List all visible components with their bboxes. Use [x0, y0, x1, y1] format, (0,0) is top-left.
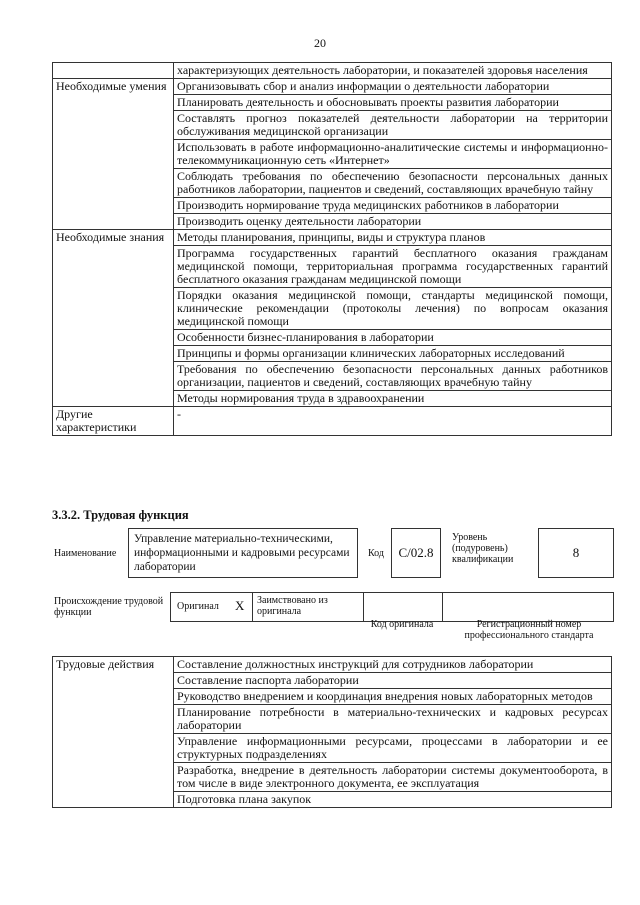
- level-box: [538, 528, 614, 578]
- row-label: Другие характеристики: [53, 407, 174, 436]
- row-item: Составление должностных инструкций для сотрудников лаборатории: [174, 657, 612, 673]
- code-original-cell: [362, 592, 443, 622]
- code-label: Код: [368, 548, 384, 559]
- row-item: Методы нормирования труда в здравоохранении: [174, 391, 612, 407]
- row-item: Порядки оказания медицинской помощи, стандарты медицинской помощи, клинические рекомендации (протоколы лечения) по вопросам оказания медицинской помощи: [174, 288, 612, 330]
- table-row: [53, 63, 612, 79]
- original-mark: X: [235, 598, 245, 613]
- level-value: 8: [572, 545, 580, 560]
- row-label: Необходимые знания: [53, 230, 174, 407]
- borrowed-label: Заимствовано из оригинала: [257, 595, 328, 617]
- table-row: [53, 79, 612, 95]
- row-item: Методы планирования, принципы, виды и структура планов: [174, 230, 612, 246]
- row-item: Принципы и формы организации клинических лабораторных исследований: [174, 346, 612, 362]
- row-item: Организовывать сбор и анализ информации о деятельности лаборатории: [174, 79, 612, 95]
- row-item: Разработка, внедрение в деятельность лаборатории системы документооборота, в том числе в виде электронного документа, ее эксплуатация: [174, 763, 612, 792]
- code-box: [391, 528, 441, 578]
- labor-actions-table: [52, 656, 612, 808]
- borrowed-cell: [252, 592, 364, 622]
- reg-number-label: Регистрационный номер профессионального стандарта: [464, 619, 594, 641]
- name-label: Наименование: [54, 548, 117, 559]
- section-heading: 3.3.2. Трудовая функция: [52, 508, 189, 522]
- function-name-value: Управление материально-техническими, информационными и кадровыми ресурсами лаборатории: [134, 533, 350, 573]
- skills-knowledge-table: [52, 62, 612, 436]
- row-item: Производить нормирование труда медицинских работников в лаборатории: [174, 198, 612, 214]
- row-item: Соблюдать требования по обеспечению безопасности персональных данных работников лаборатории, пациентов и сведений, составляющих врачебную тайну: [174, 169, 612, 198]
- row-item: Составление паспорта лаборатории: [174, 673, 612, 689]
- function-name-box: [128, 528, 358, 578]
- table-row: [53, 657, 612, 673]
- row-item: Составлять прогноз показателей деятельности лаборатории на территории обслуживания медицинской организации: [174, 111, 612, 140]
- row-item: Производить оценку деятельности лаборатории: [174, 214, 612, 230]
- original-cell: [170, 592, 253, 622]
- row-item: Особенности бизнес-планирования в лаборатории: [174, 330, 612, 346]
- level-label: Уровень (подуровень) квалификации: [452, 532, 514, 565]
- row-item: Требования по обеспечению безопасности персональных данных работников организации, пациентов и сведений, составляющих врачебную тайну: [174, 362, 612, 391]
- row-item: Подготовка плана закупок: [174, 792, 612, 808]
- row-item: Программа государственных гарантий бесплатного оказания гражданам медицинской помощи, территориальная программа государственных гарантий бесплатного оказания гражданам медицинской помощи: [174, 246, 612, 288]
- page-number: 20: [314, 36, 326, 50]
- code-value: С/02.8: [398, 545, 434, 560]
- original-label: Оригинал: [177, 601, 219, 612]
- row-label: [53, 63, 174, 79]
- row-label: Необходимые умения: [53, 79, 174, 230]
- row-item: Планировать деятельность и обосновывать проекты развития лаборатории: [174, 95, 612, 111]
- row-item: характеризующих деятельность лаборатории, и показателей здоровья населения: [174, 63, 612, 79]
- reg-number-cell: [442, 592, 614, 622]
- row-item: Использовать в работе информационно-аналитические системы и информационно-телекоммуникационную сеть «Интернет»: [174, 140, 612, 169]
- row-label: Трудовые действия: [53, 657, 174, 808]
- row-item: -: [174, 407, 612, 436]
- row-item: Руководство внедрением и координация внедрения новых лабораторных методов: [174, 689, 612, 705]
- origin-label: Происхождение трудовой функции: [54, 596, 164, 618]
- table-row: [53, 230, 612, 246]
- row-item: Планирование потребности в материально-технических и кадровых ресурсах лаборатории: [174, 705, 612, 734]
- row-item: Управление информационными ресурсами, процессами в лаборатории и ее структурных подразделениях: [174, 734, 612, 763]
- code-original-label: Код оригинала: [370, 619, 434, 630]
- table-row: [53, 407, 612, 436]
